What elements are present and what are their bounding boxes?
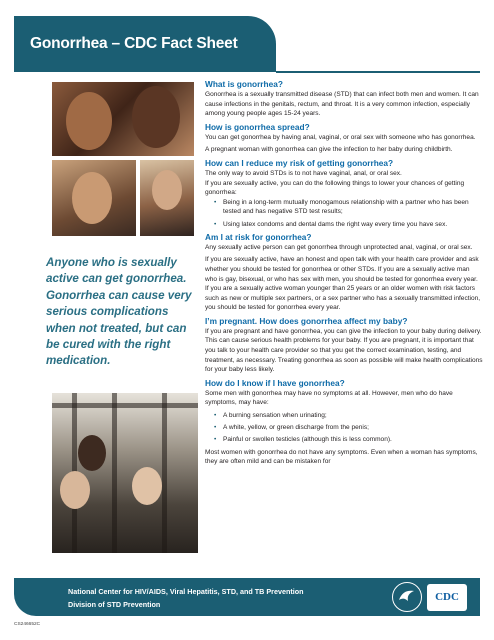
young-woman-photo xyxy=(52,160,136,236)
list-item: • Being in a long-term mutually monogamous relationship with a partner who has been tested and has negative STD test results; xyxy=(214,198,469,216)
paragraph: If you are pregnant and have gonorrhea, you can give the infection to your baby during delivery. This can cause serious health problems for your baby. If you are pregnant, it is important that you talk to your health care provider so that you get the correct examination, testing, and treatment, as necessary. Treating gonorrhea as soon as possible will make health complications for your baby less likely. xyxy=(205,327,483,374)
couple-photo xyxy=(52,82,194,156)
pull-quote: Anyone who is sexually active can get gonorrhea. Gonorrhea can cause very serious complications when not treated, but can be cured with the right medication. xyxy=(46,256,192,368)
heading-reduce-risk: How can I reduce my risk of getting gonorrhea? xyxy=(205,157,394,168)
heading-at-risk: Am I at risk for gonorrhea? xyxy=(205,231,312,242)
paragraph: If you are sexually active, you can do the following things to lower your chances of getting gonorrhea: xyxy=(205,179,465,197)
paragraph: Most women with gonorrhea do not have any symptoms. Even when a woman has symptoms, they are often mild and can be mistaken for xyxy=(205,448,478,466)
list-item: • A white, yellow, or green discharge from the penis; xyxy=(214,424,369,432)
paragraph: Some men with gonorrhea may have no symptoms at all. However, men who do have symptoms, may have: xyxy=(205,389,453,407)
footer-center-name: National Center for HIV/AIDS, Viral Hepatitis, STD, and TB Prevention xyxy=(68,587,304,596)
bullet-list xyxy=(205,411,483,445)
page-title: Gonorrhea – CDC Fact Sheet xyxy=(30,35,238,52)
paragraph: Any sexually active person can get gonorrhea through unprotected anal, vaginal, or oral sex. xyxy=(205,243,473,251)
bullet-list xyxy=(205,198,483,229)
cdc-logo: CDC xyxy=(427,584,467,611)
young-man-photo xyxy=(140,160,194,236)
document-code: CS246652C xyxy=(14,622,41,627)
group-of-young-men-photo xyxy=(52,393,198,553)
paragraph: Gonorrhea is a sexually transmitted disease (STD) that can infect both men and women. It can cause infections in the genitals, rectum, and throat. It is a very common infection, especially among young people ages 15-24 years. xyxy=(205,91,479,118)
fact-sheet-body xyxy=(205,79,483,467)
header-banner xyxy=(14,16,276,72)
heading-how-spread: How is gonorrhea spread? xyxy=(205,121,310,132)
paragraph: If you are sexually active, have an honest and open talk with your health care provider and ask whether you should be tested for gonorrhea or other STDs. If you are a sexually active man who is gay, bisexual, or who has sex with men, you should be tested for gonorrhea every year. If you are a sexually active woman younger than 25 years or an older women with risk factors such as new or multiple sex partners, or a sex partner who has a sexually transmitted infection, you should be tested for gonorrhea every year. xyxy=(205,256,481,312)
header-rule xyxy=(276,71,480,73)
footer-division-name: Division of STD Prevention xyxy=(68,600,161,609)
paragraph: You can get gonorrhea by having anal, vaginal, or oral sex with someone who has gonorrhea. xyxy=(205,133,476,141)
heading-what-is: What is gonorrhea? xyxy=(205,79,283,89)
list-item: • Using latex condoms and dental dams the right way every time you have sex. xyxy=(214,220,448,228)
list-item: • A burning sensation when urinating; xyxy=(214,412,327,420)
hhs-eagle-icon xyxy=(392,582,422,612)
paragraph: A pregnant woman with gonorrhea can give the infection to her baby during childbirth. xyxy=(205,146,453,154)
footer-banner xyxy=(14,578,480,616)
list-item: • Painful or swollen testicles (although this is less common). xyxy=(214,436,392,444)
heading-pregnant: I’m pregnant. How does gonorrhea affect my baby? xyxy=(205,315,408,326)
heading-symptoms: How do I know if I have gonorrhea? xyxy=(205,377,345,388)
paragraph: The only way to avoid STDs is to not have vaginal, anal, or oral sex. xyxy=(205,169,402,177)
